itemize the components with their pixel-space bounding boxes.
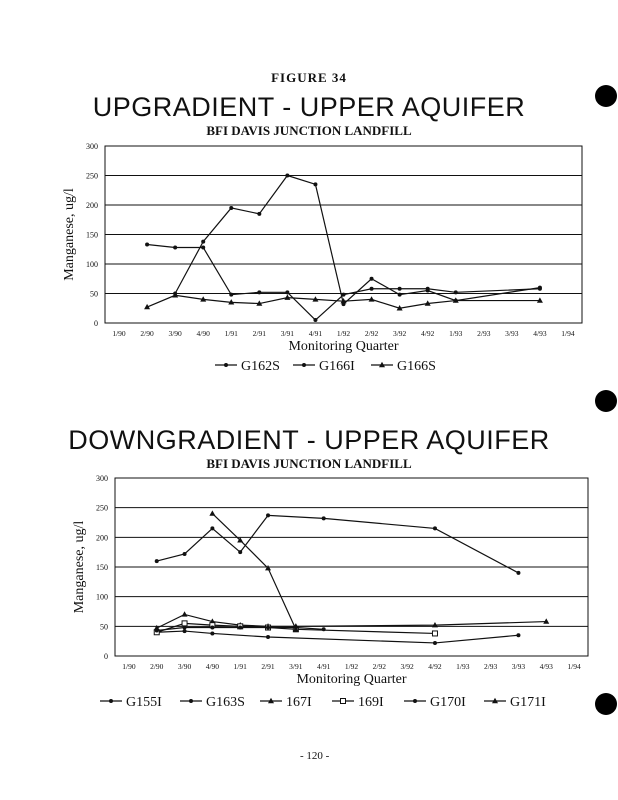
series-line-g166i bbox=[175, 176, 540, 305]
data-point-g166i bbox=[313, 182, 317, 186]
data-point-g162s bbox=[313, 318, 317, 322]
data-point-g163s bbox=[183, 629, 187, 633]
legend-label-g166s: G166S bbox=[397, 359, 436, 374]
x-tick-label: 3/92 bbox=[400, 662, 414, 671]
x-tick-label: 2/90 bbox=[140, 329, 154, 338]
x-tick-label: 4/93 bbox=[539, 662, 553, 671]
upgradient-chart bbox=[0, 138, 618, 383]
series-line-g155i bbox=[157, 515, 519, 573]
binder-hole-middle bbox=[595, 390, 617, 412]
x-tick-label: 4/91 bbox=[317, 662, 331, 671]
data-point-g162s bbox=[285, 290, 289, 294]
legend-label-g166i: G166I bbox=[319, 359, 355, 374]
x-tick-label: 3/91 bbox=[280, 329, 295, 338]
data-point-g166i bbox=[285, 174, 289, 178]
y-axis-label: Manganese, ug/l bbox=[62, 188, 77, 281]
legend-marker-g155i bbox=[109, 699, 113, 703]
x-tick-label: 2/93 bbox=[483, 662, 498, 671]
data-point-g171i bbox=[209, 510, 215, 515]
legend-marker-g170i bbox=[413, 699, 417, 703]
x-tick-label: 3/92 bbox=[392, 329, 407, 338]
binder-hole-top bbox=[595, 85, 617, 107]
series-line-g171i bbox=[212, 514, 295, 630]
data-point-g163s bbox=[433, 641, 437, 645]
legend-label-g170i: G170I bbox=[430, 695, 466, 710]
binder-hole-bottom bbox=[595, 693, 617, 715]
y-tick-label: 0 bbox=[104, 652, 108, 661]
y-tick-label: 50 bbox=[100, 622, 108, 632]
y-tick-label: 50 bbox=[90, 289, 98, 299]
x-axis-label: Monitoring Quarter bbox=[288, 339, 399, 354]
data-point-g163s bbox=[210, 631, 214, 635]
x-tick-label: 2/91 bbox=[261, 662, 275, 671]
x-tick-label: 4/93 bbox=[533, 329, 547, 338]
data-point-g155i bbox=[322, 516, 326, 520]
data-point-g166i bbox=[398, 293, 402, 297]
x-tick-label: 4/90 bbox=[205, 662, 220, 671]
data-point-g155i bbox=[210, 526, 214, 530]
y-tick-label: 150 bbox=[86, 230, 98, 240]
data-point-g155i bbox=[183, 552, 187, 556]
data-point-g155i bbox=[433, 526, 437, 530]
x-tick-label: 3/90 bbox=[177, 662, 192, 671]
legend-marker-g162s bbox=[224, 363, 228, 367]
data-point-g170i bbox=[183, 626, 187, 630]
y-tick-label: 0 bbox=[94, 319, 98, 328]
legend-label-g163s: G163S bbox=[206, 695, 245, 710]
x-tick-label: 3/93 bbox=[505, 329, 519, 338]
x-tick-label: 4/91 bbox=[308, 329, 323, 338]
data-point-g162s bbox=[398, 287, 402, 291]
x-tick-label: 1/91 bbox=[233, 662, 247, 671]
page-number: - 120 - bbox=[300, 750, 330, 762]
x-tick-label: 1/90 bbox=[122, 662, 136, 671]
legend-label-169i: 169I bbox=[358, 695, 384, 710]
data-point-g155i bbox=[516, 571, 520, 575]
y-tick-label: 200 bbox=[86, 201, 98, 210]
data-point-g170i bbox=[322, 627, 326, 631]
x-tick-label: 1/92 bbox=[336, 329, 351, 338]
data-point-g170i bbox=[210, 626, 214, 630]
legend-label-g171i: G171I bbox=[510, 695, 546, 710]
data-point-g162s bbox=[173, 245, 177, 249]
data-point-g166i bbox=[229, 206, 233, 210]
x-tick-label: 3/91 bbox=[289, 662, 303, 671]
legend-label-167i: 167I bbox=[286, 695, 312, 710]
y-tick-label: 300 bbox=[86, 142, 98, 151]
legend-marker-g163s bbox=[189, 699, 193, 703]
data-point-g166i bbox=[257, 212, 261, 216]
chart-title-downgradient: DOWNGRADIENT - UPPER AQUIFER bbox=[68, 425, 550, 455]
data-point-g163s bbox=[516, 633, 520, 637]
data-point-167i bbox=[182, 611, 188, 616]
data-point-g162s bbox=[145, 243, 149, 247]
legend-marker-g166i bbox=[302, 363, 306, 367]
data-point-g166s bbox=[284, 294, 290, 299]
data-point-g162s bbox=[229, 293, 233, 297]
downgradient-chart bbox=[0, 470, 618, 720]
data-point-g162s bbox=[454, 290, 458, 294]
x-tick-label: 1/93 bbox=[456, 662, 470, 671]
legend-label-g155i: G155I bbox=[126, 695, 162, 710]
legend-label-g162s: G162S bbox=[241, 359, 280, 374]
data-point-g155i bbox=[238, 550, 242, 554]
y-tick-label: 100 bbox=[96, 592, 108, 602]
data-point-g166i bbox=[201, 240, 205, 244]
chart-subtitle-downgradient: BFI DAVIS JUNCTION LANDFILL bbox=[206, 456, 412, 471]
data-point-g162s bbox=[201, 245, 205, 249]
chart-subtitle-upgradient: BFI DAVIS JUNCTION LANDFILL bbox=[206, 123, 412, 138]
data-point-g166s bbox=[369, 296, 375, 301]
data-point-g163s bbox=[266, 635, 270, 639]
x-tick-label: 2/91 bbox=[252, 329, 266, 338]
x-tick-label: 2/92 bbox=[372, 662, 386, 671]
series-line-g162s bbox=[147, 245, 540, 321]
legend-marker-169i bbox=[341, 699, 346, 704]
x-tick-label: 1/94 bbox=[567, 662, 581, 671]
data-point-g170i bbox=[238, 626, 242, 630]
x-tick-label: 1/93 bbox=[449, 329, 463, 338]
y-tick-label: 150 bbox=[96, 563, 108, 572]
data-point-g166i bbox=[370, 277, 374, 281]
x-tick-label: 4/92 bbox=[428, 662, 442, 671]
chart-title-upgradient: UPGRADIENT - UPPER AQUIFER bbox=[92, 92, 526, 122]
data-point-g155i bbox=[155, 559, 159, 563]
data-point-g166s bbox=[172, 292, 178, 297]
data-point-169i bbox=[182, 621, 187, 626]
y-tick-label: 100 bbox=[86, 260, 98, 269]
x-tick-label: 1/91 bbox=[224, 329, 238, 338]
y-axis-label: Manganese, ug/l bbox=[72, 520, 87, 614]
data-point-g170i bbox=[155, 628, 159, 632]
y-tick-label: 250 bbox=[96, 503, 108, 513]
data-point-g170i bbox=[266, 626, 270, 630]
x-tick-label: 4/92 bbox=[421, 329, 435, 338]
x-tick-label: 3/90 bbox=[168, 329, 182, 338]
x-tick-label: 1/90 bbox=[112, 329, 126, 338]
data-point-g166i bbox=[538, 286, 542, 290]
x-tick-label: 1/92 bbox=[344, 662, 359, 671]
data-point-g155i bbox=[266, 513, 270, 517]
x-axis-label: Monitoring Quarter bbox=[296, 672, 407, 687]
x-tick-label: 2/93 bbox=[477, 329, 491, 338]
x-tick-label: 3/93 bbox=[511, 662, 526, 671]
data-point-169i bbox=[432, 631, 437, 636]
y-tick-label: 250 bbox=[86, 171, 98, 181]
data-point-g162s bbox=[370, 287, 374, 291]
y-tick-label: 200 bbox=[96, 533, 108, 543]
x-tick-label: 1/94 bbox=[561, 329, 575, 338]
x-tick-label: 2/92 bbox=[364, 329, 379, 338]
y-tick-label: 300 bbox=[96, 474, 108, 483]
x-tick-label: 4/90 bbox=[196, 329, 210, 338]
x-tick-label: 2/90 bbox=[150, 662, 164, 671]
figure-label: FIGURE 34 bbox=[271, 70, 347, 85]
data-point-g162s bbox=[257, 290, 261, 294]
data-point-g166i bbox=[426, 289, 430, 293]
